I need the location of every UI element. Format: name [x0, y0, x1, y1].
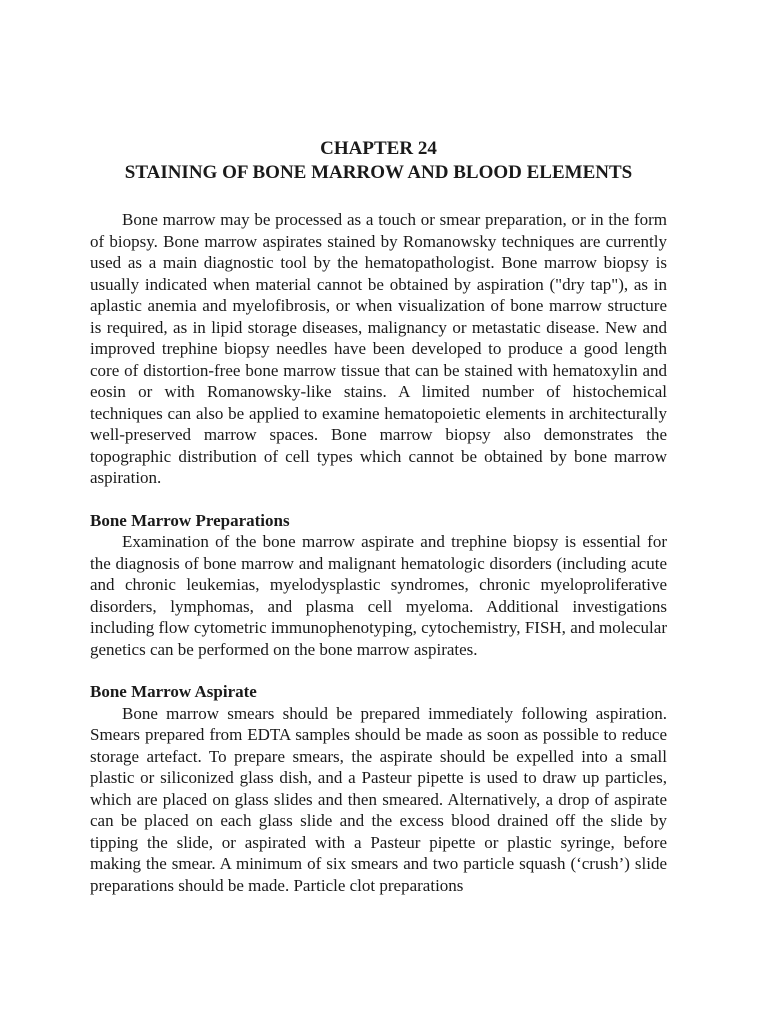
- section-paragraph-preparations: Examination of the bone marrow aspirate and trephine biopsy is essential for the diagnosis of bone marrow and malignant hematologic disorders (including acute and chronic leukemias, myelodysplastic syndromes, chronic myeloproliferative disorders, lymphomas, and plasma cell myeloma. Additional investigations including flow cytometric immunophenotyping, cytochemistry, FISH, and molecular genetics can be performed on the bone marrow aspirates.: [90, 532, 667, 659]
- section-heading-aspirate: Bone Marrow Aspirate: [90, 682, 257, 701]
- chapter-title: STAINING OF BONE MARROW AND BLOOD ELEMENTS: [124, 162, 633, 183]
- intro-paragraph: Bone marrow may be processed as a touch or smear preparation, or in the form of biopsy. Bone marrow aspirates stained by Romanowsky techniques are currently used as a main diagnostic tool by the hematopathologist. Bone marrow biopsy is usually indicated when material cannot be obtained by aspiration ("dry tap"), as in aplastic anemia and myelofibrosis, or when visualization of bone marrow structure is required, as in lipid storage diseases, malignancy or metastatic disease. New and improved trephine biopsy needles have been developed to produce a good length core of distortion-free bone marrow tissue that can be stained with hematoxylin and eosin or with Romanowsky-like stains. A limited number of histochemical techniques can also be applied to examine hematopoietic elements in architecturally well-preserved marrow spaces. Bone marrow biopsy also demonstrates the topographic distribution of cell types which cannot be obtained by bone marrow aspiration.: [90, 210, 667, 487]
- section-paragraph-aspirate: Bone marrow smears should be prepared immediately following aspiration. Smears prepared from EDTA samples should be made as soon as possible to reduce storage artefact. To prepare smears, the aspirate should be expelled into a small plastic or siliconized glass dish, and a Pasteur pipette is used to draw up particles, which are placed on glass slides and then smeared. Alternatively, a drop of aspirate can be placed on each glass slide and the excess blood drained off the slide by tipping the slide, or aspirated with a Pasteur pipette or plastic syringe, before making the smear. A minimum of six smears and two particle squash (‘crush’) slide preparations should be made. Particle clot preparations: [90, 703, 667, 895]
- chapter-heading: [90, 137, 667, 185]
- section-heading-preparations: Bone Marrow Preparations: [90, 510, 290, 530]
- document-page: [90, 137, 667, 896]
- chapter-number: CHAPTER 24: [320, 138, 437, 159]
